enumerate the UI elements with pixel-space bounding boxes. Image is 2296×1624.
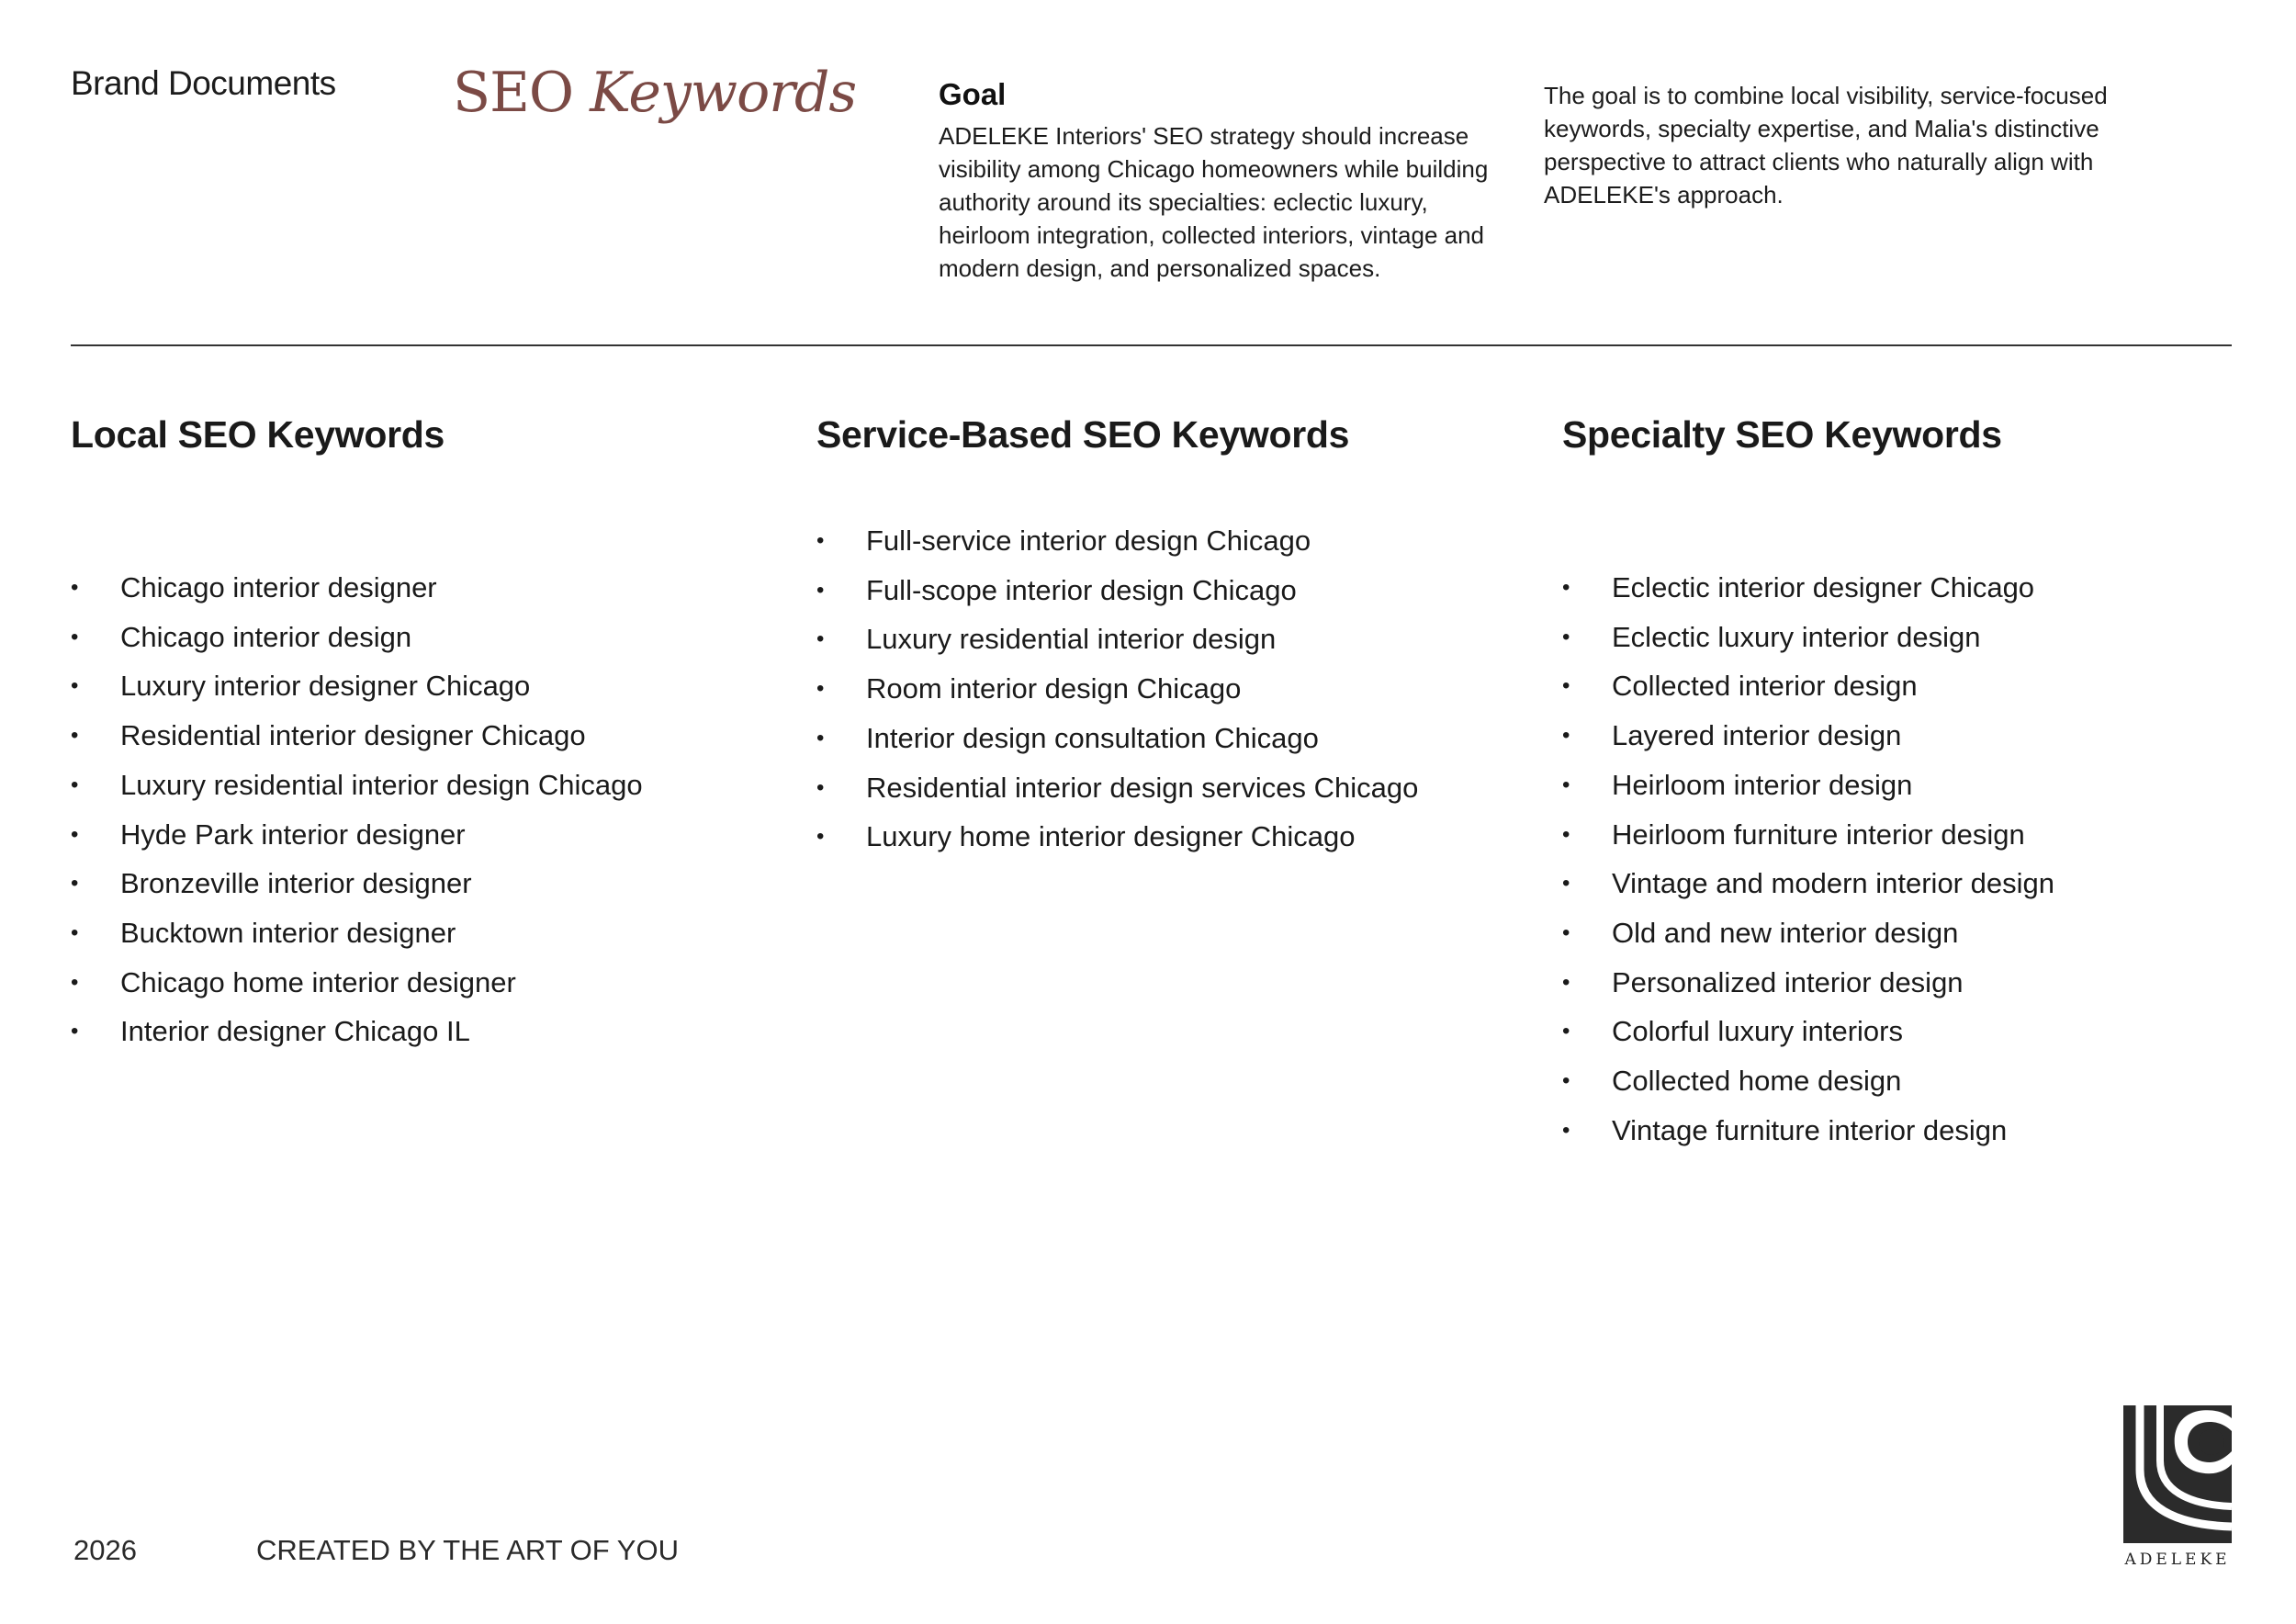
footer-year: 2026 [73, 1534, 137, 1566]
specialty-keywords-list [1562, 563, 2054, 1155]
header-divider [71, 344, 2232, 346]
service-keywords-column [816, 413, 1533, 853]
list-item: • Luxury residential interior design Chicago [71, 761, 643, 810]
service-keywords-heading: Service-Based SEO Keywords [816, 413, 1350, 456]
footer-credit: CREATED BY THE ART OF YOU [256, 1534, 679, 1566]
list-item: • Eclectic luxury interior design [1562, 613, 2054, 662]
local-keywords-heading: Local SEO Keywords [71, 413, 445, 456]
list-item: • Old and new interior design [1562, 908, 2054, 958]
goal-text: ADELEKE Interiors' SEO strategy should increase visibility among Chicago homeowners while building authority around its specialties: eclectic luxury, heirloom integration, collected interiors, vintage and modern design, and personalized spaces. [939, 122, 1489, 282]
list-item: • Interior designer Chicago IL [71, 1007, 643, 1056]
list-item: • Full-service interior design Chicago [816, 516, 1418, 566]
list-item: • Luxury home interior designer Chicago [816, 812, 1418, 862]
list-item: • Chicago home interior designer [71, 958, 643, 1008]
page-title-part2: Keywords [590, 61, 857, 125]
local-keywords-column [71, 413, 787, 1048]
service-keywords-list [816, 516, 1418, 862]
list-item: • Interior design consultation Chicago [816, 714, 1418, 763]
list-item: • Residential interior designer Chicago [71, 711, 643, 761]
list-item: • Collected home design [1562, 1056, 2054, 1106]
adeleke-logo [2123, 1405, 2232, 1571]
list-item: • Luxury interior designer Chicago [71, 661, 643, 711]
list-item: • Bronzeville interior designer [71, 859, 643, 908]
goal-block [939, 77, 1508, 285]
list-item: • Eclectic interior designer Chicago [1562, 563, 2054, 613]
list-item: • Residential interior design services Chicago [816, 763, 1418, 813]
list-item: • Hyde Park interior designer [71, 810, 643, 860]
list-item: • Luxury residential interior design [816, 615, 1418, 664]
list-item: • Layered interior design [1562, 711, 2054, 761]
list-item: • Vintage furniture interior design [1562, 1106, 2054, 1156]
page-title-part1: SEO [453, 61, 591, 125]
list-item: • Heirloom interior design [1562, 761, 2054, 810]
list-item: • Chicago interior design [71, 613, 643, 662]
list-item: • Chicago interior designer [71, 563, 643, 613]
local-keywords-list [71, 563, 643, 1056]
list-item: • Bucktown interior designer [71, 908, 643, 958]
list-item: • Personalized interior design [1562, 958, 2054, 1008]
list-item: • Colorful luxury interiors [1562, 1007, 2054, 1056]
list-item: • Full-scope interior design Chicago [816, 566, 1418, 615]
goal-heading: Goal [939, 77, 1007, 111]
list-item: • Collected interior design [1562, 661, 2054, 711]
list-item: • Heirloom furniture interior design [1562, 810, 2054, 860]
section-label: Brand Documents [71, 64, 336, 102]
specialty-keywords-heading: Specialty SEO Keywords [1562, 413, 2002, 456]
goal-side-text: The goal is to combine local visibility, service-focused keywords, specialty expertise, and Malia's distinctive perspective to attract clients who naturally align with ADELEKE's approach. [1544, 82, 2108, 209]
logo-wordmark: ADELEKE [2124, 1551, 2231, 1569]
adeleke-logo-icon [2123, 1405, 2232, 1543]
specialty-keywords-column [1562, 413, 2279, 1146]
page-title [453, 61, 856, 125]
list-item: • Vintage and modern interior design [1562, 859, 2054, 908]
list-item: • Room interior design Chicago [816, 664, 1418, 714]
